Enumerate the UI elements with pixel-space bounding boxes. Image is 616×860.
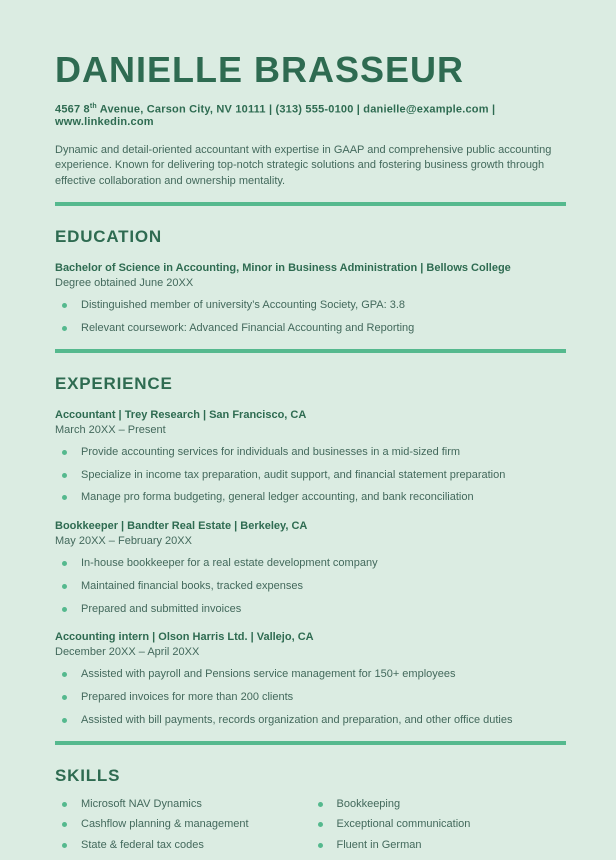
list-item bbox=[55, 839, 311, 853]
bullet-text: Relevant coursework: Advanced Financial Accounting and Reporting bbox=[81, 322, 415, 335]
skill-text: Cashflow planning & management bbox=[81, 818, 249, 831]
contact-ordinal-superscript: th bbox=[89, 103, 97, 110]
list-item bbox=[55, 469, 566, 483]
job-bullet-list bbox=[55, 668, 566, 727]
bullet-dot-icon bbox=[62, 607, 67, 612]
list-item bbox=[55, 818, 311, 832]
bullet-dot-icon bbox=[62, 303, 67, 308]
bullet-dot-icon bbox=[62, 843, 67, 848]
bullet-text: Assisted with payroll and Pensions service management for 150+ employees bbox=[81, 668, 456, 681]
job-bullet-list bbox=[55, 446, 566, 505]
bullet-dot-icon bbox=[62, 473, 67, 478]
contact-address-post: Avenue, Carson City, NV 10111 | (313) 555-0100 | danielle@example.com | www.linkedin.com bbox=[55, 103, 496, 128]
job-date-line: May 20XX – February 20XX bbox=[55, 535, 192, 548]
bullet-dot-icon bbox=[62, 718, 67, 723]
bullet-dot-icon bbox=[318, 802, 323, 807]
job-title-line: Accounting intern | Olson Harris Ltd. | Vallejo, CA bbox=[55, 631, 314, 644]
contact-line bbox=[55, 103, 566, 128]
bullet-dot-icon bbox=[62, 495, 67, 500]
section-divider bbox=[55, 349, 566, 353]
list-item bbox=[55, 691, 566, 705]
skill-text: State & federal tax codes bbox=[81, 839, 204, 852]
list-item bbox=[55, 580, 566, 594]
job-entry bbox=[55, 409, 566, 505]
bullet-text: Prepared and submitted invoices bbox=[81, 602, 242, 615]
bullet-text: Manage pro forma budgeting, general ledger accounting, and bank reconciliation bbox=[81, 491, 474, 504]
bullet-dot-icon bbox=[62, 326, 67, 331]
bullet-dot-icon bbox=[62, 561, 67, 566]
bullet-dot-icon bbox=[62, 822, 67, 827]
skills-column-right bbox=[311, 798, 567, 860]
job-title-line: Accountant | Trey Research | San Francisco, CA bbox=[55, 408, 307, 421]
list-item bbox=[55, 603, 566, 617]
experience-section bbox=[55, 374, 566, 728]
list-item bbox=[311, 818, 567, 832]
education-degree-line: Bachelor of Science in Accounting, Minor in Business Administration | Bellows College bbox=[55, 262, 511, 275]
bullet-dot-icon bbox=[62, 802, 67, 807]
list-item bbox=[55, 668, 566, 682]
job-date-line: December 20XX – April 20XX bbox=[55, 646, 200, 659]
experience-heading: EXPERIENCE bbox=[55, 373, 173, 393]
section-divider bbox=[55, 741, 566, 745]
bullet-text: Prepared invoices for more than 200 clients bbox=[81, 691, 294, 704]
page-title: DANIELLE BRASSEUR bbox=[55, 49, 465, 90]
contact-address-pre: 4567 8 bbox=[55, 103, 90, 116]
education-bullet-list bbox=[55, 299, 566, 336]
bullet-dot-icon bbox=[62, 450, 67, 455]
education-date-line: Degree obtained June 20XX bbox=[55, 277, 194, 290]
bullet-text: Specialize in income tax preparation, audit support, and financial statement preparation bbox=[81, 468, 506, 481]
skills-columns bbox=[55, 798, 566, 860]
skills-section bbox=[55, 766, 566, 860]
bullet-text: Maintained financial books, tracked expenses bbox=[81, 579, 303, 592]
list-item bbox=[311, 839, 567, 853]
skill-text: Exceptional communication bbox=[336, 818, 471, 831]
bullet-dot-icon bbox=[62, 672, 67, 677]
list-item bbox=[55, 299, 566, 313]
bullet-text: Distinguished member of university’s Accounting Society, GPA: 3.8 bbox=[81, 299, 406, 312]
bullet-dot-icon bbox=[318, 822, 323, 827]
list-item bbox=[55, 714, 566, 728]
skill-text: Bookkeeping bbox=[336, 797, 401, 810]
skill-text: Fluent in German bbox=[336, 839, 422, 852]
list-item bbox=[55, 491, 566, 505]
list-item bbox=[55, 557, 566, 571]
bullet-dot-icon bbox=[318, 843, 323, 848]
bullet-dot-icon bbox=[62, 695, 67, 700]
education-section bbox=[55, 227, 566, 336]
bullet-text: In-house bookkeeper for a real estate development company bbox=[81, 557, 378, 570]
job-title-line: Bookkeeper | Bandter Real Estate | Berkeley, CA bbox=[55, 520, 308, 533]
job-entry bbox=[55, 631, 566, 727]
summary-paragraph: Dynamic and detail-oriented accountant with expertise in GAAP and comprehensive public accounting experience. Known for delivering top-notch strategic solutions and fostering business growth through effective collaboration and ownership mentality. bbox=[55, 143, 552, 187]
skills-heading: SKILLS bbox=[55, 765, 121, 785]
job-date-line: March 20XX – Present bbox=[55, 423, 166, 436]
list-item bbox=[55, 446, 566, 460]
job-entry bbox=[55, 520, 566, 616]
job-bullet-list bbox=[55, 557, 566, 616]
bullet-dot-icon bbox=[62, 584, 67, 589]
bullet-text: Assisted with bill payments, records organization and preparation, and other office duties bbox=[81, 713, 513, 726]
section-divider bbox=[55, 202, 566, 206]
skills-column-left bbox=[55, 798, 311, 860]
list-item bbox=[55, 322, 566, 336]
skill-text: Microsoft NAV Dynamics bbox=[81, 797, 202, 810]
education-heading: EDUCATION bbox=[55, 227, 162, 247]
bullet-text: Provide accounting services for individuals and businesses in a mid-sized firm bbox=[81, 445, 461, 458]
